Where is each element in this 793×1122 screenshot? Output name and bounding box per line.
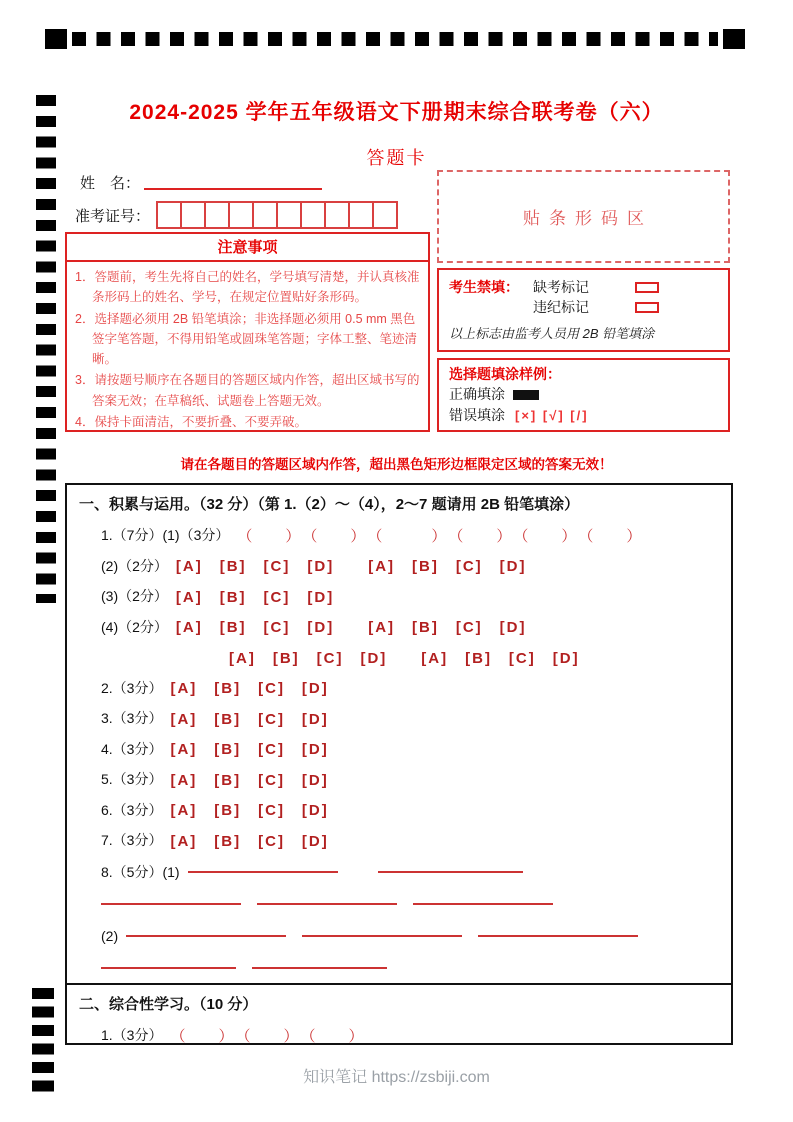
answer-blank[interactable] xyxy=(101,903,241,905)
exam-number-cell[interactable] xyxy=(348,201,374,229)
name-input-line[interactable] xyxy=(144,188,322,190)
abcd-option-group[interactable]: [A] [B] [C] [D] xyxy=(170,832,329,850)
answer-blank[interactable] xyxy=(101,967,236,969)
violation-mark-checkbox[interactable] xyxy=(635,302,659,313)
answer-paren-group[interactable]: （ ） （ ） （ ） （ ） （ ） （ ） xyxy=(237,527,643,545)
question-row-8-1 xyxy=(101,856,719,888)
abcd-option-group[interactable]: [A] [B] [C] [D] [A] [B] [C] [D] xyxy=(175,558,527,576)
answer-blank[interactable] xyxy=(188,871,338,873)
notice-title: 注意事项 xyxy=(67,234,428,262)
question-row-s2-1 xyxy=(101,1020,719,1051)
exam-number-cell[interactable] xyxy=(156,201,182,229)
name-label: 姓 名： xyxy=(80,175,141,192)
fill-example-title: 选择题填涂样例： xyxy=(449,366,561,382)
exam-number-cell[interactable] xyxy=(324,201,350,229)
exam-number-cell[interactable] xyxy=(276,201,302,229)
exam-number-cell[interactable] xyxy=(372,201,398,229)
section-2-title: 二、综合性学习。（10 分） xyxy=(79,996,258,1013)
correct-fill-swatch xyxy=(513,390,539,400)
question-row-8-2-cont xyxy=(101,952,719,984)
answer-blank[interactable] xyxy=(413,903,553,905)
abcd-option-group[interactable]: [A] [B] [C] [D] [A] [B] [C] [D] xyxy=(175,619,527,637)
question-row-1-4b xyxy=(101,642,719,673)
question-label: 1.（7分）(1)（3分） xyxy=(101,527,230,544)
question-label: (4)（2分） xyxy=(101,618,168,635)
abcd-option-group[interactable]: [A] [B] [C] [D] xyxy=(170,771,329,789)
question-row-1-4 xyxy=(101,612,719,643)
abcd-option-group[interactable]: [A] [B] [C] [D] xyxy=(175,588,335,606)
question-row-6 xyxy=(101,795,719,826)
question-label: 4.（3分） xyxy=(101,740,163,757)
timing-marks-strip xyxy=(72,32,718,46)
answer-blank[interactable] xyxy=(252,967,387,969)
invigilator-note: 以上标志由监考人员用 2B 铅笔填涂 xyxy=(449,325,655,341)
notice-items xyxy=(67,262,428,432)
warning-text: 请在各题目的答题区域内作答，超出黑色矩形边框限定区域的答案无效！ xyxy=(180,457,613,472)
abcd-option-group[interactable]: [A] [B] [C] [D] xyxy=(170,680,329,698)
question-row-8-2 xyxy=(101,920,719,952)
exam-number-cell[interactable] xyxy=(228,201,254,229)
page-title: 2024-2025 学年五年级语文下册期末综合联考卷（六） xyxy=(129,101,664,124)
abcd-option-group[interactable]: [A] [B] [C] [D] xyxy=(170,710,329,728)
footer-watermark: 知识笔记 https://zsbiji.com xyxy=(303,1069,490,1086)
exam-number-cell[interactable] xyxy=(180,201,206,229)
section-1 xyxy=(67,485,731,983)
forbid-label: 考生禁填： xyxy=(449,279,519,295)
answer-card-subtitle: 答题卡 xyxy=(366,148,427,168)
exam-number-cell[interactable] xyxy=(204,201,230,229)
question-label: 3.（3分） xyxy=(101,710,163,727)
absent-mark-label: 缺考标记 xyxy=(533,279,589,295)
answer-paren-group[interactable]: （ ） （ ） （ ） xyxy=(170,1027,365,1045)
absent-mark-checkbox[interactable] xyxy=(635,282,659,293)
exam-number-cell[interactable] xyxy=(252,201,278,229)
answer-blank[interactable] xyxy=(378,871,523,873)
invigilator-box xyxy=(437,268,730,352)
name-row xyxy=(80,172,322,193)
timing-marks-top xyxy=(45,29,745,49)
question-label: 6.（3分） xyxy=(101,801,163,818)
question-label: 7.（3分） xyxy=(101,832,163,849)
correct-fill-label: 正确填涂 xyxy=(449,386,505,402)
answer-area xyxy=(65,483,733,1045)
wrong-fill-marks: [×] [√] [/] xyxy=(515,407,589,423)
answer-blank[interactable] xyxy=(257,903,397,905)
notice-item: 4．保持卡面清洁，不要折叠、不要弄破。 xyxy=(75,414,307,429)
violation-mark-label: 违纪标记 xyxy=(533,299,589,316)
exam-number-cell[interactable] xyxy=(300,201,326,229)
question-label: 1.（3分） xyxy=(101,1027,163,1044)
question-row-8-1-cont xyxy=(101,888,719,920)
question-row-5 xyxy=(101,764,719,795)
answer-blank[interactable] xyxy=(478,935,638,937)
notice-item: 2．选择题必须用 2B 铅笔填涂；非选择题必须用 0.5 mm 黑色签字笔答题，不得用铅笔或圆珠笔答题；字体工整、笔迹清晰。 xyxy=(75,311,418,366)
exam-number-row xyxy=(75,201,398,229)
question-row-3 xyxy=(101,703,719,734)
barcode-area xyxy=(437,170,730,263)
question-label: (3)（2分） xyxy=(101,588,168,605)
question-row-1-3 xyxy=(101,581,719,612)
section-2 xyxy=(67,983,731,1051)
question-label: (2) xyxy=(101,927,119,944)
question-row-1-2 xyxy=(101,551,719,582)
abcd-option-group[interactable]: [A] [B] [C] [D] xyxy=(170,741,329,759)
fill-example-box xyxy=(437,358,730,432)
abcd-option-group[interactable]: [A] [B] [C] [D] xyxy=(170,802,329,820)
question-row-2 xyxy=(101,673,719,704)
notice-box xyxy=(65,232,430,432)
exam-number-cells xyxy=(156,201,398,229)
notice-item: 1．答题前，考生先将自己的姓名，学号填写清楚，并认真核准条形码上的姓名、学号，在规定位置贴好条形码。 xyxy=(75,270,420,305)
question-row-1-1 xyxy=(101,520,719,551)
wrong-fill-label: 错误填涂 xyxy=(449,407,505,423)
section-1-title: 一、积累与运用。（32 分）（第 1.（2）～（4），2～7 题请用 2B 铅笔填涂） xyxy=(79,496,580,513)
answer-blank[interactable] xyxy=(126,935,286,937)
abcd-option-group[interactable]: [A] [B] [C] [D] [A] [B] [C] [D] xyxy=(229,649,580,667)
notice-item: 3．请按题号顺序在各题目的答题区域内作答，超出区域书写的答案无效；在草稿纸、试题卷上答题无效。 xyxy=(75,373,420,408)
question-row-4 xyxy=(101,734,719,765)
question-label: 8.（5分）(1) xyxy=(101,863,180,880)
exam-number-label: 准考证号： xyxy=(75,207,151,225)
answer-blank[interactable] xyxy=(302,935,462,937)
barcode-label: 贴条形码区 xyxy=(523,209,653,228)
timing-mark-corner-left xyxy=(45,29,67,49)
question-label: (2)（2分） xyxy=(101,557,168,574)
question-row-7 xyxy=(101,825,719,856)
question-label: 5.（3分） xyxy=(101,771,163,788)
timing-mark-corner-right xyxy=(723,29,745,49)
timing-marks-left-upper xyxy=(36,95,56,603)
question-label: 2.（3分） xyxy=(101,679,163,696)
